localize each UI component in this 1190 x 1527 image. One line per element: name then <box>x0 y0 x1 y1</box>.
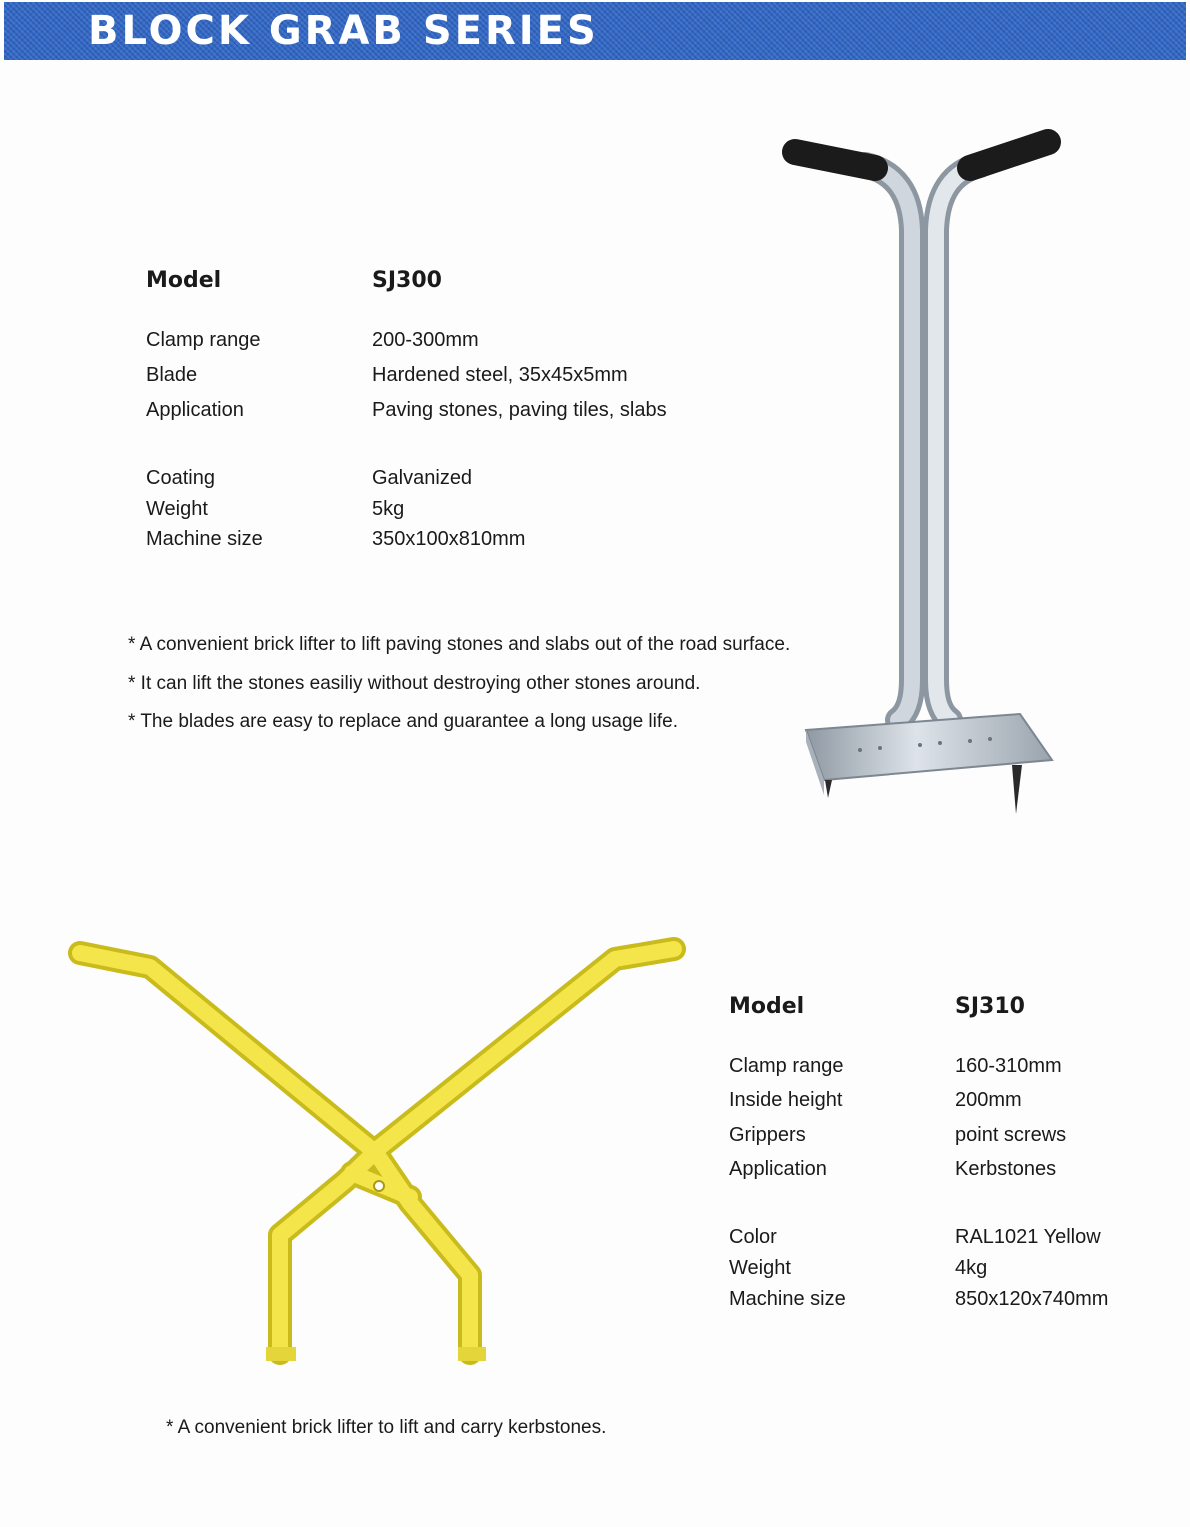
spec-label: Clamp range <box>729 1055 844 1077</box>
spec-label: Machine size <box>146 528 263 550</box>
spec-value: Paving stones, paving tiles, slabs <box>372 399 667 421</box>
spec-value: 850x120x740mm <box>955 1288 1109 1310</box>
sj310-spec-table <box>729 994 1149 1324</box>
model-number: SJ300 <box>372 268 442 293</box>
page-title: BLOCK GRAB SERIES <box>88 8 599 54</box>
spec-label: Weight <box>146 498 208 520</box>
sj310-product-photo <box>70 935 690 1370</box>
spec-label: Blade <box>146 364 198 386</box>
spec-label: Color <box>729 1226 777 1248</box>
sj300-spec-table <box>146 268 706 568</box>
feature-bullet: * A convenient brick lifter to lift paving stones and slabs out of the road surface. <box>128 634 791 655</box>
spec-value: point screws <box>955 1124 1067 1146</box>
spec-label: Clamp range <box>146 329 261 351</box>
spec-label: Machine size <box>729 1288 846 1310</box>
spec-value: Galvanized <box>372 467 473 489</box>
spec-value: Kerbstones <box>955 1158 1057 1180</box>
spec-value: 200-300mm <box>372 329 479 351</box>
feature-bullet: * A convenient brick lifter to lift and carry kerbstones. <box>166 1417 607 1438</box>
spec-label: Grippers <box>729 1124 806 1146</box>
spec-value: 160-310mm <box>955 1055 1062 1077</box>
spec-value: 200mm <box>955 1089 1022 1111</box>
spec-label: Application <box>729 1158 827 1180</box>
spec-value: 350x100x810mm <box>372 528 526 550</box>
spec-label: Inside height <box>729 1089 843 1111</box>
feature-bullet: * The blades are easy to replace and guarantee a long usage life. <box>128 711 678 732</box>
spec-value: Hardened steel, 35x45x5mm <box>372 364 628 386</box>
model-label: Model <box>729 994 805 1019</box>
feature-bullet: * It can lift the stones easiliy without destroying other stones around. <box>128 673 701 694</box>
spec-value: 5kg <box>372 498 405 520</box>
header-banner <box>4 2 1186 60</box>
sj300-product-photo <box>780 120 1070 820</box>
model-label: Model <box>146 268 222 293</box>
spec-value: RAL1021 Yellow <box>955 1226 1101 1248</box>
model-number: SJ310 <box>955 994 1025 1019</box>
spec-label: Application <box>146 399 244 421</box>
spec-label: Weight <box>729 1257 791 1279</box>
spec-value: 4kg <box>955 1257 988 1279</box>
spec-label: Coating <box>146 467 215 489</box>
